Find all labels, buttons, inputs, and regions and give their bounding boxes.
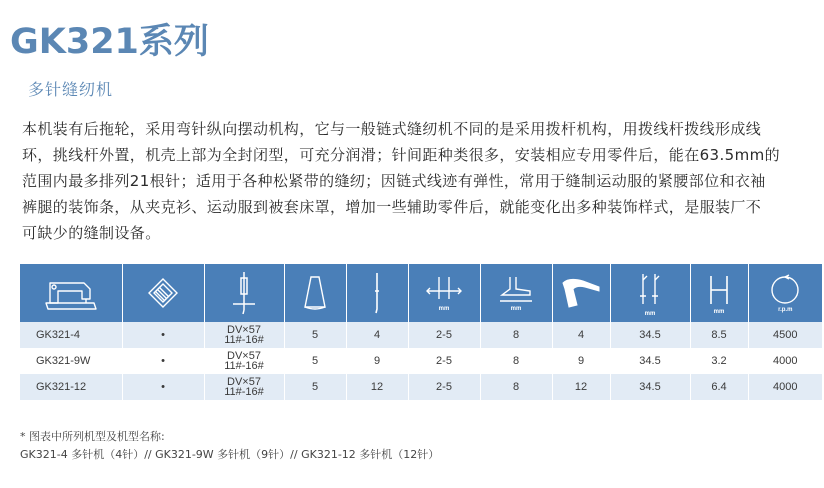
threads-cell: 5 [284,322,346,348]
needles-cell: 9 [346,348,408,374]
model-cell: GK321-4 [20,322,122,348]
header-cell-machine [20,264,122,322]
needles-cell: 12 [346,374,408,400]
speed-cell: 4000 [748,348,822,374]
needle-type: DV×57 [227,376,261,388]
header-unit: r.p.m [778,306,793,313]
header-cell-lift [690,264,748,322]
table-row [20,374,822,400]
header-cell-stitch [610,264,690,322]
needle-type: DV×57 [227,324,261,336]
page-title: GK321系列 [10,22,209,62]
spec-table [20,264,822,400]
needles-cell: 4 [346,322,408,348]
loopers-cell: 4 [552,322,610,348]
gauge-cell: 2-5 [408,322,480,348]
sewing-machine-icon [44,273,98,313]
stitch-cell: 34.5 [610,322,690,348]
description-line: 本机装有后拖轮，采用弯针纵向摆动机构，它与一般链式缝纫机不同的是采用拨杆机构，用拨线杆拨线形成线 [22,120,762,138]
needle-type: DV×57 [227,350,261,362]
foot-cell: 8 [480,322,552,348]
oil-lubrication-icon [145,275,181,311]
lubrication-cell: • [122,374,204,400]
header-unit: mm [713,308,725,315]
lubrication-cell: • [122,348,204,374]
speed-dial-icon [767,274,803,306]
loopers-cell: 9 [552,348,610,374]
header-cell-needle [204,264,284,322]
gauge-cell: 2-5 [408,374,480,400]
footnote-heading: * 图表中所列机型及机型名称: [20,430,165,443]
needle-cell [204,374,284,400]
gauge-cell: 2-5 [408,348,480,374]
header-cell-foot [480,264,552,322]
product-description [22,116,822,246]
spec-header-row [20,264,822,322]
header-cell-lubrication [122,264,204,322]
single-needle-icon [370,271,384,315]
needle-size: 11#-16# [224,334,264,346]
needle-gauge-icon [424,275,464,305]
lift-cell: 6.4 [690,374,748,400]
lift-cell: 8.5 [690,322,748,348]
header-cell-threads [284,264,346,322]
model-cell: GK321-9W [20,348,122,374]
header-cell-speed [748,264,822,322]
stitch-cell: 34.5 [610,374,690,400]
table-row [20,322,822,348]
header-unit: mm [438,305,450,312]
header-cell-gauge [408,264,480,322]
foot-cell: 8 [480,374,552,400]
speed-cell: 4500 [748,322,822,348]
header-unit: mm [644,310,656,317]
stitch-cell: 34.5 [610,348,690,374]
description-line: 裤腿的装饰条，从夹克衫、运动服到被套床罩，增加一些辅助零件后，就能变化出多种装饰样式，是服装厂不 [22,198,762,216]
threads-cell: 5 [284,348,346,374]
footnote-models: GK321-4 多针机（4针）// GK321-9W 多针机（9针）// GK321-12 多针机（12针） [20,448,440,461]
needle-cell [204,348,284,374]
header-unit: mm [510,305,522,312]
needle-icon [229,270,259,316]
header-cell-needles [346,264,408,322]
description-line: 范围内最多排列21根针；适用于各种松紧带的缝纫；因链式线迹有弹性，常用于缝制运动服的紧腰部位和衣袖 [22,172,766,190]
foot-cell: 8 [480,348,552,374]
page-subtitle: 多针缝纫机 [28,80,114,99]
presser-foot-icon [496,275,536,305]
lubrication-cell: • [122,322,204,348]
description-line: 可缺少的缝制设备。 [22,224,161,242]
needle-size: 11#-16# [224,360,264,372]
loopers-cell: 12 [552,374,610,400]
model-cell: GK321-12 [20,374,122,400]
thread-cone-icon [302,273,328,313]
threads-cell: 5 [284,374,346,400]
description-line: 环，挑线杆外置，机壳上部为全封闭型，可充分润滑；针间距种类很多，安装相应专用零件后，能在63.5mm的 [22,146,781,164]
header-cell-looper [552,264,610,322]
looper-icon [559,275,603,311]
presser-lift-icon [705,272,733,308]
speed-cell: 4000 [748,374,822,400]
needle-cell [204,322,284,348]
table-row [20,348,822,374]
lift-cell: 3.2 [690,348,748,374]
stitch-length-icon [635,270,665,310]
needle-size: 11#-16# [224,386,264,398]
